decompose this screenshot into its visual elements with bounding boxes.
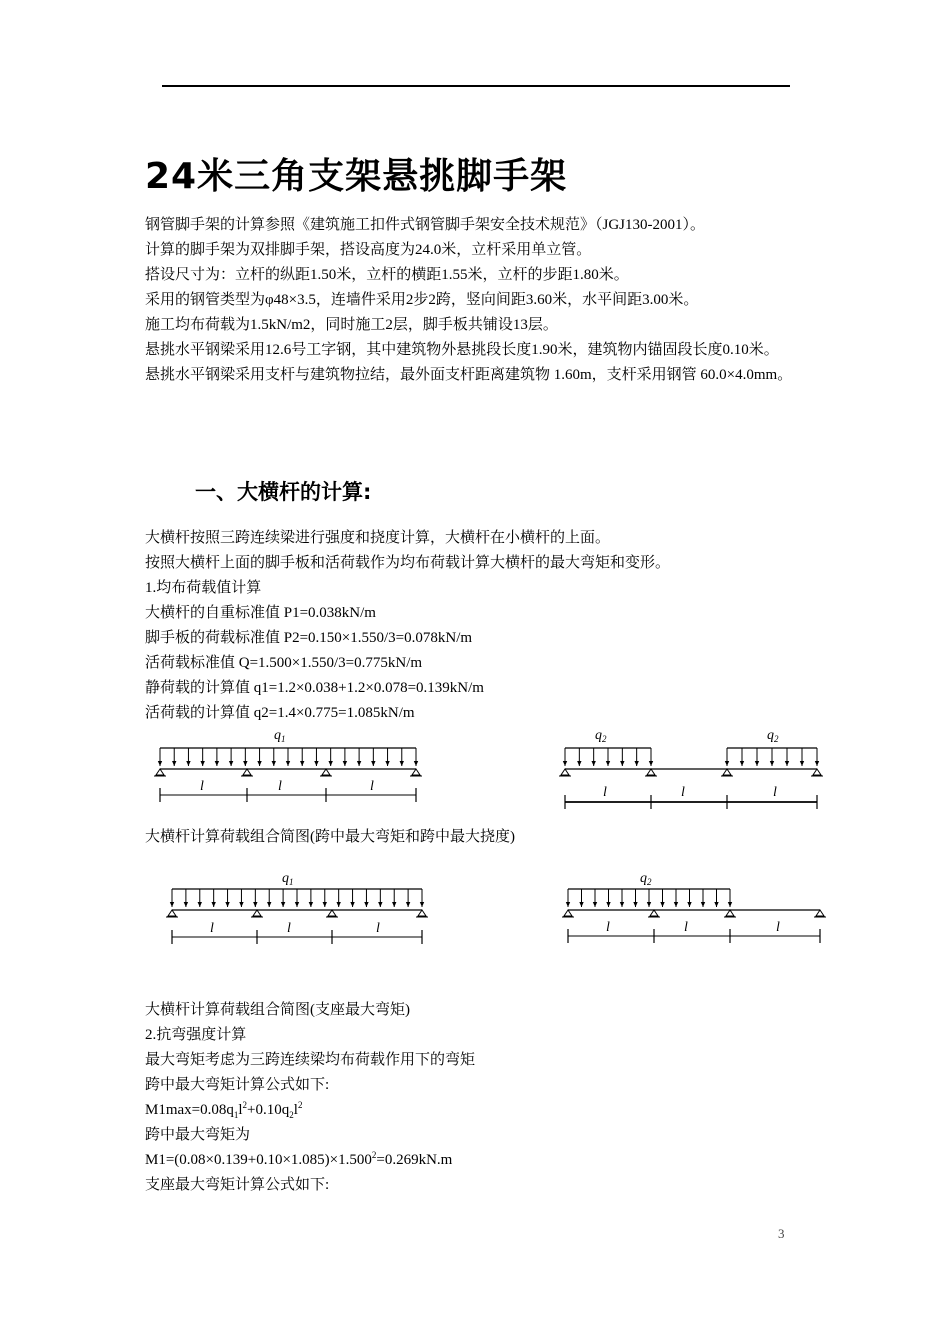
support-triangle <box>723 769 731 775</box>
load-arrowhead <box>309 902 313 907</box>
load-arrowhead <box>170 902 174 907</box>
load-arrowhead <box>633 902 637 907</box>
load-arrowhead <box>198 902 202 907</box>
span-label: l <box>376 921 380 936</box>
load-arrowhead <box>343 761 347 766</box>
body-line: 按照大横杆上面的脚手板和活荷载作为均布荷载计算大横杆的最大弯矩和变形。 <box>145 555 671 571</box>
beam-diagram-svg <box>558 864 838 954</box>
load-arrowhead <box>364 902 368 907</box>
span-label: l <box>210 921 214 936</box>
intro-line: 计算的脚手架为双排脚手架，搭设高度为24.0米，立杆采用单立管。 <box>145 242 592 258</box>
span-label: l <box>278 779 282 794</box>
load-arrowhead <box>725 761 729 766</box>
load-arrowhead <box>674 902 678 907</box>
intro-line: 悬挑水平钢梁采用支杆与建筑物拉结，最外面支杆距离建筑物 1.60m，支杆采用钢管 60.0×4.0mm。 <box>145 367 793 383</box>
span-label: l <box>681 785 685 800</box>
span-label: l <box>776 920 780 935</box>
load-arrowhead <box>350 902 354 907</box>
load-arrowhead <box>593 902 597 907</box>
load-label-q2: $q_2$ <box>595 728 607 744</box>
load-arrowhead <box>406 902 410 907</box>
load-arrowhead <box>267 902 271 907</box>
section-heading: 一、大横杆的计算: <box>195 480 372 504</box>
load-arrowhead <box>634 761 638 766</box>
load-label-q1: $q_1$ <box>274 728 286 744</box>
load-arrowhead <box>785 761 789 766</box>
intro-line: 施工均布荷载为1.5kN/m2，同时施工2层，脚手板共铺设13层。 <box>145 317 558 333</box>
load-arrowhead <box>215 761 219 766</box>
load-arrowhead <box>770 761 774 766</box>
load-arrowhead <box>357 761 361 766</box>
span-label: l <box>603 785 607 800</box>
body-line: 脚手板的荷载标准值 P2=0.150×1.550/3=0.078kN/m <box>145 630 473 646</box>
load-arrowhead <box>420 902 424 907</box>
load-arrowhead <box>740 761 744 766</box>
load-arrowhead <box>186 761 190 766</box>
load-arrowhead <box>281 902 285 907</box>
load-arrowhead <box>200 761 204 766</box>
beam-diagram-support-q1 <box>162 864 442 954</box>
load-label-q2: $q_2$ <box>640 871 652 887</box>
load-arrowhead <box>606 902 610 907</box>
load-arrowhead <box>286 761 290 766</box>
beam-diagram-svg <box>555 722 835 812</box>
load-arrowhead <box>225 902 229 907</box>
load-arrowhead <box>566 902 570 907</box>
body-line: 活荷载标准值 Q=1.500×1.550/3=0.775kN/m <box>145 655 423 671</box>
span-label: l <box>606 920 610 935</box>
formula-m1: $M1=(0.08\times 0.139+0.10\times 1.085)\times 1.500^2=0.269kN.m$ <box>145 1150 453 1168</box>
load-arrowhead <box>253 902 257 907</box>
span-label: l <box>200 779 204 794</box>
load-arrowhead <box>300 761 304 766</box>
load-arrowhead <box>414 761 418 766</box>
beam-diagram-svg <box>150 722 430 812</box>
support-triangle <box>647 769 655 775</box>
support-triangle <box>816 910 824 916</box>
load-arrowhead <box>591 761 595 766</box>
load-arrowhead <box>328 761 332 766</box>
support-triangle <box>564 910 572 916</box>
body-line: 1.均布荷载值计算 <box>145 580 262 596</box>
load-arrowhead <box>649 761 653 766</box>
support-triangle <box>813 769 821 775</box>
support-triangle <box>168 910 176 916</box>
load-arrowhead <box>714 902 718 907</box>
load-arrowhead <box>378 902 382 907</box>
load-arrowhead <box>336 902 340 907</box>
load-arrowhead <box>701 902 705 907</box>
load-arrowhead <box>577 761 581 766</box>
body-line: 跨中最大弯矩计算公式如下: <box>145 1077 330 1093</box>
intro-line: 搭设尺寸为：立杆的纵距1.50米，立杆的横距1.55米，立杆的步距1.80米。 <box>145 267 629 283</box>
load-arrowhead <box>172 761 176 766</box>
load-arrowhead <box>647 902 651 907</box>
body-line: 最大弯矩考虑为三跨连续梁均布荷载作用下的弯矩 <box>145 1052 476 1068</box>
formula-m1max: $M1\max=0.08q_1l^2+0.10q_2l^2$ <box>145 1100 303 1120</box>
span-label: l <box>684 920 688 935</box>
load-arrowhead <box>728 902 732 907</box>
load-arrowhead <box>158 761 162 766</box>
support-triangle <box>322 769 330 775</box>
beam-diagram-support-q2 <box>558 864 838 954</box>
load-arrowhead <box>184 902 188 907</box>
support-triangle <box>243 769 251 775</box>
diagram-caption: 大横杆计算荷载组合简图(跨中最大弯矩和跨中最大挠度) <box>145 829 515 845</box>
load-arrowhead <box>620 761 624 766</box>
span-label: l <box>287 921 291 936</box>
diagram-caption: 大横杆计算荷载组合简图(支座最大弯矩) <box>145 1002 410 1018</box>
body-line: 静荷载的计算值 q1=1.2×0.038+1.2×0.078=0.139kN/m <box>145 680 484 696</box>
beam-diagram-q2-alternate <box>555 722 835 812</box>
page-number: 3 <box>778 1226 785 1241</box>
body-line: 大横杆的自重标准值 P1=0.038kN/m <box>145 605 376 621</box>
beam-diagram-full-q1 <box>150 722 430 812</box>
load-arrowhead <box>563 761 567 766</box>
page-title: 24米三角支架悬挑脚手架 <box>145 156 568 197</box>
load-arrowhead <box>323 902 327 907</box>
load-arrowhead <box>800 761 804 766</box>
load-label-q2: $q_2$ <box>767 728 779 744</box>
body-line: 活荷载的计算值 q2=1.4×0.775=1.085kN/m <box>145 705 415 721</box>
support-triangle <box>328 910 336 916</box>
intro-paragraph <box>145 213 815 388</box>
body-line: 2.抗弯强度计算 <box>145 1027 247 1043</box>
header-rule <box>162 85 790 87</box>
load-arrowhead <box>239 902 243 907</box>
section1-paragraph <box>145 526 815 726</box>
load-arrowhead <box>211 902 215 907</box>
load-arrowhead <box>314 761 318 766</box>
body-line: 跨中最大弯矩为 <box>145 1127 251 1143</box>
load-arrowhead <box>660 902 664 907</box>
load-arrowhead <box>815 761 819 766</box>
load-arrowhead <box>606 761 610 766</box>
load-arrowhead <box>620 902 624 907</box>
load-arrowhead <box>272 761 276 766</box>
support-triangle <box>650 910 658 916</box>
load-arrowhead <box>400 761 404 766</box>
support-triangle <box>726 910 734 916</box>
load-arrowhead <box>755 761 759 766</box>
span-label: l <box>773 785 777 800</box>
section1-calc <box>145 998 815 1198</box>
load-arrowhead <box>392 902 396 907</box>
support-triangle <box>253 910 261 916</box>
support-triangle <box>156 769 164 775</box>
load-arrowhead <box>385 761 389 766</box>
load-arrowhead <box>257 761 261 766</box>
load-arrowhead <box>295 902 299 907</box>
body-line: 支座最大弯矩计算公式如下: <box>145 1177 330 1193</box>
support-triangle <box>412 769 420 775</box>
support-triangle <box>561 769 569 775</box>
intro-line: 钢管脚手架的计算参照《建筑施工扣件式钢管脚手架安全技术规范》（JGJ130-2001）。 <box>145 217 706 233</box>
intro-line: 采用的钢管类型为φ48×3.5，连墙件采用2步2跨，竖向间距3.60米，水平间距3.00米。 <box>145 292 699 308</box>
load-arrowhead <box>579 902 583 907</box>
body-line: 大横杆按照三跨连续梁进行强度和挠度计算，大横杆在小横杆的上面。 <box>145 530 611 546</box>
load-arrowhead <box>687 902 691 907</box>
support-triangle <box>418 910 426 916</box>
load-arrowhead <box>229 761 233 766</box>
beam-diagram-svg <box>162 864 442 954</box>
load-arrowhead <box>371 761 375 766</box>
load-arrowhead <box>243 761 247 766</box>
span-label: l <box>370 779 374 794</box>
load-label-q1: $q_1$ <box>282 871 294 887</box>
intro-line: 悬挑水平钢梁采用12.6号工字钢，其中建筑物外悬挑段长度1.90米，建筑物内锚固段长度0.10米。 <box>145 342 779 358</box>
